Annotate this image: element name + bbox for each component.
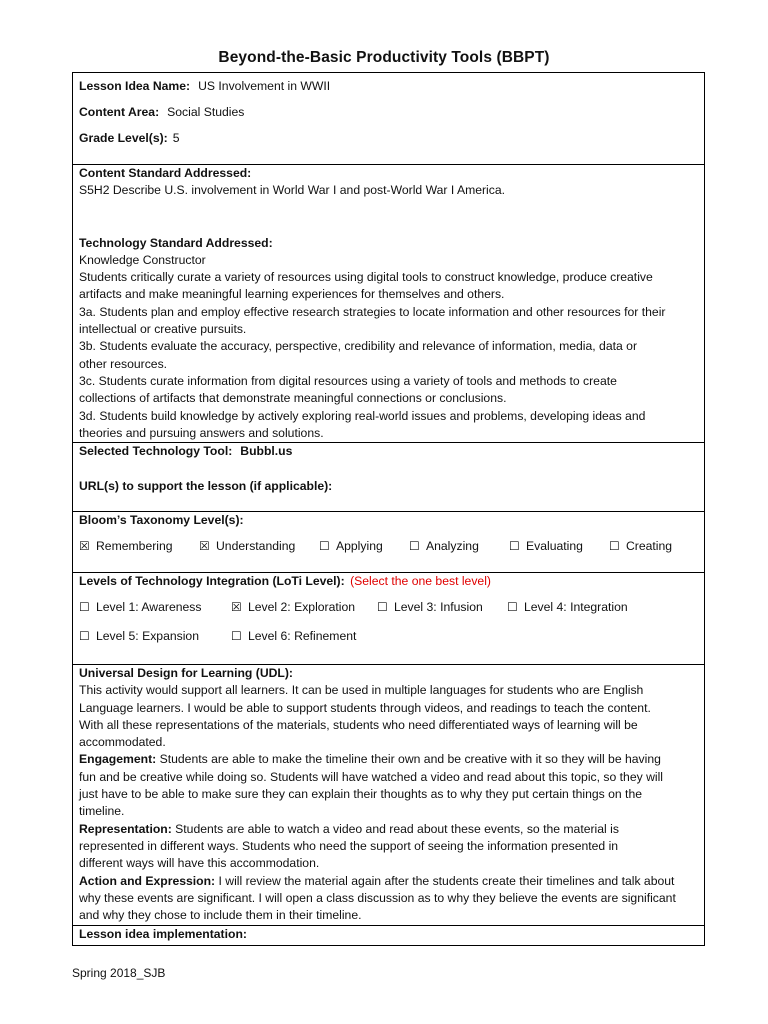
grade-level-value: 5: [172, 131, 180, 145]
blooms-remembering[interactable]: [79, 538, 199, 555]
unchecked-box-icon[interactable]: ☐: [79, 600, 90, 615]
checkbox-label: Level 3: Infusion: [394, 600, 483, 615]
loti-checkbox-row-2: [79, 628, 698, 645]
udl-intro-line: accommodated.: [79, 735, 166, 750]
implementation-cell: [73, 925, 704, 945]
checkbox-label: Remembering: [96, 539, 173, 554]
loti-level-6[interactable]: [231, 628, 356, 645]
loti-level-3[interactable]: [377, 599, 507, 616]
engagement-label: Engagement:: [79, 752, 157, 767]
checked-box-icon[interactable]: ☒: [79, 539, 90, 554]
tech-line: artifacts and make meaningful learning experiences for themselves and others.: [79, 287, 505, 302]
lesson-info-cell: [73, 73, 704, 164]
loti-level-5[interactable]: [79, 628, 231, 645]
unchecked-box-icon[interactable]: ☐: [79, 628, 90, 643]
loti-hint: (Select the one best level): [350, 574, 491, 588]
technology-standard-label: Technology Standard Addressed:: [79, 235, 273, 250]
checkbox-label: Level 1: Awareness: [96, 600, 202, 615]
selected-tool-value: Bubbl.us: [240, 444, 293, 458]
implementation-label: Lesson idea implementation:: [79, 927, 247, 941]
action-expression-line: why these events are significant. I will open a class discussion as to why they believe the events are significant: [79, 890, 676, 905]
blooms-analyzing[interactable]: [409, 538, 509, 555]
representation-text: Students are able to watch a video and read about these events, so the material is: [171, 821, 619, 836]
unchecked-box-icon[interactable]: ☐: [377, 600, 388, 615]
checked-box-icon[interactable]: ☒: [231, 600, 242, 615]
checkbox-label: Level 5: Expansion: [96, 628, 199, 643]
representation-line: different ways will have this accommodation.: [79, 856, 320, 871]
loti-level-1[interactable]: [79, 599, 231, 616]
content-area-label: Content Area:: [79, 105, 160, 119]
technology-tool-cell: [73, 442, 704, 511]
udl-intro-line: Language learners. I would be able to support students through videos, and readings to teach the content.: [79, 700, 651, 715]
standards-cell: [73, 164, 704, 442]
tech-line: other resources.: [79, 356, 168, 371]
url-label: URL(s) to support the lesson (if applicable):: [79, 479, 333, 494]
unchecked-box-icon[interactable]: ☐: [319, 539, 330, 554]
tech-line: Students critically curate a variety of resources using digital tools to construct knowledge, produce creative: [79, 270, 653, 285]
unchecked-box-icon[interactable]: ☐: [609, 539, 620, 554]
tech-line: 3a. Students plan and employ effective research strategies to locate information and other resources for their: [79, 304, 666, 319]
footer-text: Spring 2018_SJB: [72, 966, 166, 980]
blooms-checkbox-row: [79, 538, 698, 555]
content-standard-text: S5H2 Describe U.S. involvement in World War I and post-World War I America.: [79, 183, 506, 198]
unchecked-box-icon[interactable]: ☐: [409, 539, 420, 554]
content-area-value: Social Studies: [167, 105, 245, 119]
engagement-line: just have to be able to make sure they can explain their thoughts as to why they put certain things on the: [79, 787, 642, 802]
checkbox-label: Applying: [336, 539, 383, 554]
document-title: Beyond-the-Basic Productivity Tools (BBPT): [218, 49, 550, 66]
loti-cell: [73, 572, 704, 664]
udl-intro-line: With all these representations of the materials, students who need differentiated ways of learning will be: [79, 717, 638, 732]
udl-label: Universal Design for Learning (UDL):: [79, 666, 293, 680]
loti-label: Levels of Technology Integration (LoTi Level):: [79, 574, 345, 588]
udl-cell: [73, 664, 704, 925]
checkbox-label: Creating: [626, 539, 673, 554]
checkbox-label: Evaluating: [526, 539, 583, 554]
lesson-plan-table: [72, 72, 705, 946]
action-expression-line: and why they chose to include them in their timeline.: [79, 908, 362, 923]
tech-line: 3c. Students curate information from digital resources using a variety of tools and methods to create: [79, 373, 617, 388]
blooms-cell: [73, 511, 704, 572]
checkbox-label: Level 4: Integration: [524, 600, 628, 615]
tech-line: theories and pursuing answers and solutions.: [79, 425, 324, 440]
unchecked-box-icon[interactable]: ☐: [509, 539, 520, 554]
tech-line: Knowledge Constructor: [79, 252, 206, 267]
blooms-evaluating[interactable]: [509, 538, 609, 555]
representation-line: represented in different ways. Students who need the support of seeing the information presented in: [79, 838, 619, 853]
loti-checkbox-row-1: [79, 599, 698, 616]
engagement-text: Students are able to make the timeline their own and be creative with it so they will be having: [156, 752, 661, 767]
representation-label: Representation:: [79, 821, 172, 836]
checked-box-icon[interactable]: ☒: [199, 539, 210, 554]
tech-line: collections of artifacts that demonstrate meaningful connections or conclusions.: [79, 391, 507, 406]
unchecked-box-icon[interactable]: ☐: [231, 628, 242, 643]
content-standard-label: Content Standard Addressed:: [79, 166, 252, 180]
tech-line: 3b. Students evaluate the accuracy, perspective, credibility and relevance of information, media, data or: [79, 339, 637, 354]
checkbox-label: Analyzing: [426, 539, 479, 554]
loti-level-4[interactable]: [507, 599, 628, 616]
action-expression-text: I will review the material again after the students create their timelines and talk about: [215, 873, 675, 888]
lesson-name-label: Lesson Idea Name:: [79, 79, 191, 93]
blooms-label: Bloom’s Taxonomy Level(s):: [79, 513, 244, 527]
checkbox-label: Understanding: [216, 539, 296, 554]
technology-standard-text: [79, 252, 698, 442]
udl-intro-line: This activity would support all learners. It can be used in multiple languages for students who are English: [79, 683, 644, 698]
tech-line: intellectual or creative pursuits.: [79, 322, 247, 337]
tech-line: 3d. Students build knowledge by actively exploring real-world issues and problems, developing ideas and: [79, 408, 646, 423]
loti-level-2[interactable]: [231, 599, 377, 616]
engagement-line: fun and be creative while doing so. Students will have watched a video and read about this topic, so they will: [79, 769, 664, 784]
blooms-applying[interactable]: [319, 538, 409, 555]
engagement-line: timeline.: [79, 804, 125, 819]
checkbox-label: Level 2: Exploration: [248, 600, 356, 615]
selected-tool-label: Selected Technology Tool:: [79, 444, 233, 458]
checkbox-label: Level 6: Refinement: [248, 628, 357, 643]
blooms-creating[interactable]: [609, 538, 672, 555]
grade-level-label: Grade Level(s):: [79, 131, 168, 145]
action-expression-label: Action and Expression:: [79, 873, 216, 888]
unchecked-box-icon[interactable]: ☐: [507, 600, 518, 615]
blooms-understanding[interactable]: [199, 538, 319, 555]
lesson-name-value: US Involvement in WWII: [198, 79, 331, 93]
